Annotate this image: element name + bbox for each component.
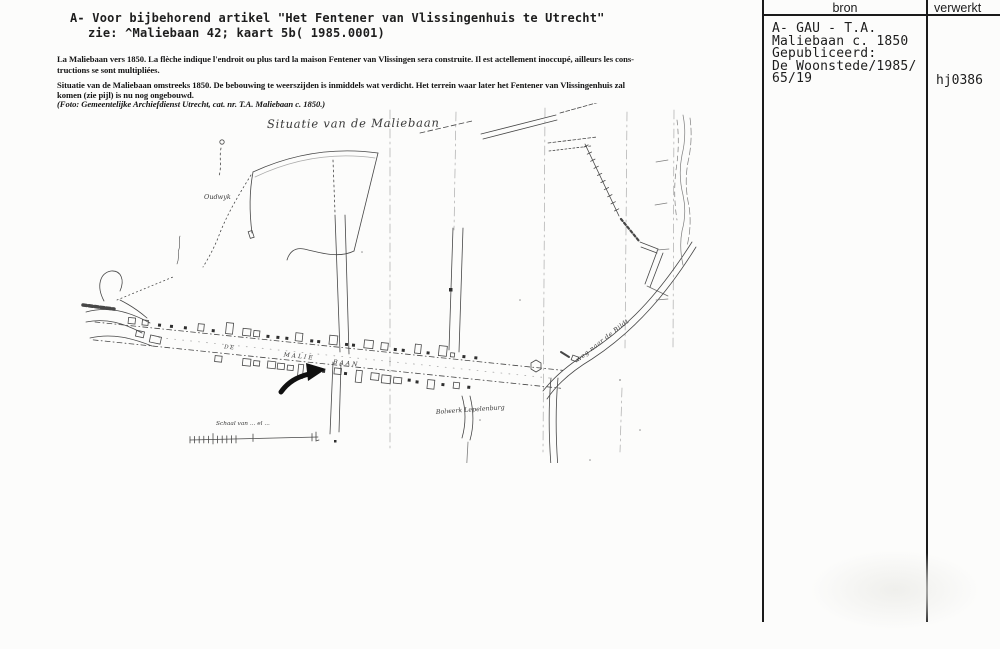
map-figure [80,103,700,463]
bron-line: 65/19 [772,71,813,86]
map-label-weg-bildt: weg naar de Bildt [574,317,631,364]
scan-specks [361,251,641,461]
map-edge-hatching [655,115,691,300]
map-title: Situatie van de Maliebaan [266,115,440,131]
map-scale-bar [190,421,319,444]
map-label-de: DE [223,344,236,352]
table-column-divider [926,0,928,622]
bron-line: A- GAU - T.A. [772,21,877,36]
scan-smudge [810,550,980,630]
map-field-roads [203,140,378,267]
map-label-malie: MALIE [283,351,316,362]
caption-credit: (Foto: Gemeentelijke Archiefdienst Utrecht, cat. nr. T.A. Maliebaan c. 1850.) [57,99,326,109]
map-west-junction [83,236,180,346]
column-header-verwerkt: verwerkt [934,1,982,15]
table-border-left [762,0,764,622]
map-label-oudwijk: Oudwyk [204,193,231,201]
map-side-streets [330,160,559,463]
map-scale-label: Schaal van ... el ... [216,421,270,427]
map-bolwerk-structures [531,352,579,372]
verwerkt-code: hj0386 [936,73,983,88]
caption-fr-line-2: tructions se sont multipliées. [57,65,160,75]
map-maliebaan-road [91,309,563,405]
map-label-bolwerk: Bolwerk Lepelenburg [435,404,505,416]
heading-line-1: A- Voor bijbehorend artikel "Het Fentener van Vlissingenhuis te Utrecht" [70,11,605,25]
bron-line: De Woonstede/1985/ [772,58,917,74]
bron-entry [772,23,916,86]
caption-nl-line-1: Situatie van de Maliebaan omstreeks 1850. De bebouwing te weerszijden is inmiddels wat verdicht. Het terrein waar later het Fentener van Vlissingenhuis zal [57,80,626,90]
bron-line: Maliebaan c. 1850 [772,33,909,49]
bron-line: Gepubliceerd: [772,46,877,61]
map-sketch [83,103,696,463]
map-fold-lines [390,108,674,452]
heading-line-2: zie: ^Maliebaan 42; kaart 5b( 1985.0001) [88,26,385,40]
caption-fr-line-1: La Maliebaan vers 1850. La flèche indique l'endroit ou plus tard la maison Fentener van Vlissingen sera construite. Il est actellement inoccupé, ailleurs les cons- [57,54,634,64]
caption-nl-line-2: komen (zie pijl) is nu nog ongebouwd. [57,90,194,100]
map-label-baan: BAAN [332,358,360,369]
column-header-bron: bron [832,1,858,15]
